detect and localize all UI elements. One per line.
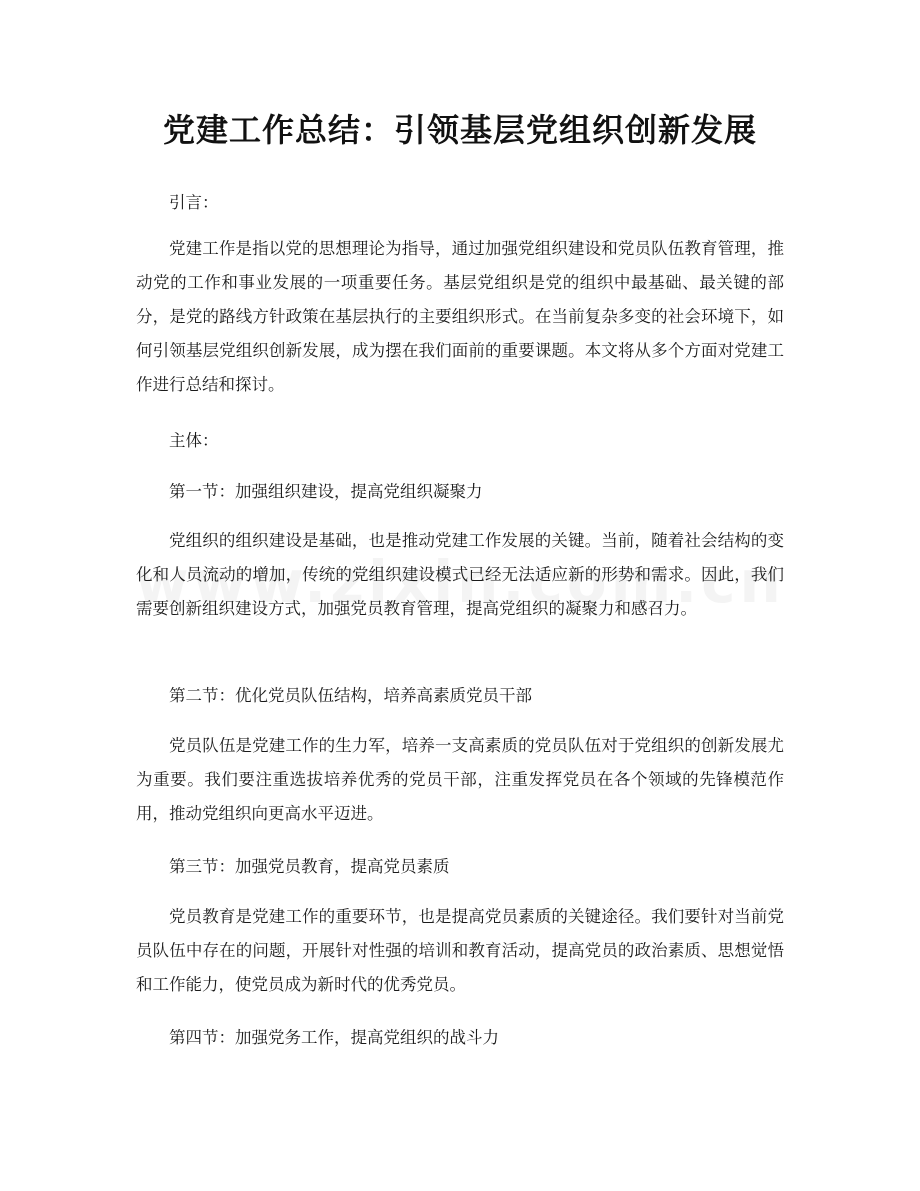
section-3-heading: 第三节：加强党员教育，提高党员素质: [169, 857, 450, 876]
section-3-paragraph: 党员教育是党建工作的重要环节，也是提高党员素质的关键途径。我们要针对当前党员队伍中存在的问题，开展针对性强的培训和教育活动，提高党员的政治素质、思想觉悟和工作能力，使党员成为新时代的优秀党员。: [136, 907, 784, 994]
section-1-paragraph: 党组织的组织建设是基础，也是推动党建工作发展的关键。当前，随着社会结构的变化和人员流动的增加，传统的党组织建设模式已经无法适应新的形势和需求。因此，我们需要创新组织建设方式，加强党员教育管理，提高党组织的凝聚力和感召力。: [136, 531, 784, 618]
intro-label: 引言：: [169, 193, 219, 212]
section-2-heading: 第二节：优化党员队伍结构，培养高素质党员干部: [169, 686, 532, 705]
page-title: 党建工作总结：引领基层党组织创新发展: [162, 111, 757, 149]
section-1-heading: 第一节：加强组织建设，提高党组织凝聚力: [169, 482, 483, 501]
body-label: 主体：: [169, 431, 219, 450]
intro-paragraph: 党建工作是指以党的思想理论为指导，通过加强党组织建设和党员队伍教育管理，推动党的工作和事业发展的一项重要任务。基层党组织是党的组织中最基础、最关键的部分，是党的路线方针政策在基层执行的主要组织形式。在当前复杂多变的社会环境下，如何引领基层党组织创新发展，成为摆在我们面前的重要课题。本文将从多个方面对党建工作进行总结和探讨。: [136, 239, 784, 394]
section-4-heading: 第四节：加强党务工作，提高党组织的战斗力: [169, 1028, 499, 1047]
section-2-paragraph: 党员队伍是党建工作的生力军，培养一支高素质的党员队伍对于党组织的创新发展尤为重要。我们要注重选拔培养优秀的党员干部，注重发挥党员在各个领域的先锋模范作用，推动党组织向更高水平迈进。: [136, 736, 784, 823]
